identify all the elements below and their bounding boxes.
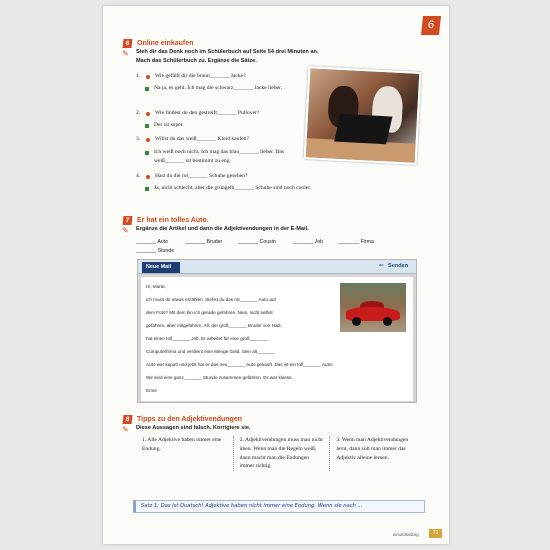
bullet-icon	[145, 87, 149, 91]
email-line: Auto war kaputt und jetzt hat er das neu_______ Auto gekauft. Das ist ein toll_______ Auto!	[146, 362, 333, 367]
send-button[interactable]: Senden	[388, 263, 409, 269]
handwritten-answer-line: Satz 1: Das ist Quatsch! Adjektive haben nicht immer eine Endung. Wenn sie nach ...	[133, 500, 425, 513]
new-mail-tab[interactable]: Neue Mail	[142, 262, 180, 273]
pencil-icon: ✎	[122, 425, 129, 434]
email-window	[137, 259, 417, 403]
send-arrow-icon: ⇐	[379, 263, 384, 269]
bullet-icon	[146, 112, 150, 116]
bullet-icon	[146, 75, 150, 79]
tips-columns	[136, 436, 426, 471]
section-8-instruction: Diese Aussagen sind falsch. Korrigiere sie.	[136, 425, 251, 431]
bullet-icon	[145, 151, 149, 155]
exercise-question: 1. Wie gefällt dir die braun_______ Jacke?	[136, 73, 246, 79]
word-bank-item: _______ Auto	[136, 239, 169, 245]
section-7-instruction: Ergänze die Artikel und dann die Adjektivendungen in der E-Mail.	[136, 226, 309, 232]
tip-statement: 1. Alle Adjektive haben immer eine Endung.	[142, 437, 222, 452]
exercise-question: 3. Willst du das weiß_______ Kleid kaufen?	[136, 136, 250, 142]
word-bank-item: _______ Bruder	[185, 239, 223, 245]
exercise-answer: Ja, nicht schlecht, aber die grüngelb_______ Schuhe sind noch cooler.	[145, 184, 414, 193]
exercise-answer: Na ja, es geht. Ich mag die schwarz_______ Jacke lieber.	[145, 84, 304, 93]
email-line: Hi, Murat,	[146, 284, 166, 289]
word-bank-item: _______ Stunde	[136, 248, 175, 254]
bullet-icon	[145, 124, 149, 128]
email-toolbar	[138, 260, 416, 274]
unit-tab: 6	[421, 16, 441, 35]
pencil-icon: ✎	[122, 49, 129, 58]
page-number: 71	[429, 529, 442, 538]
exercise-answer: Der ist super.	[145, 121, 304, 130]
section-title: Er hat ein tolles Auto.	[137, 217, 209, 224]
tip-statement: 3. Wenn man Adjektivendungen lernt, dann soll man immer das Adjektiv alleine lernen.	[329, 436, 426, 471]
exercise-question: 2. Wie findest du den gestreift_______ Pullover?	[136, 110, 260, 116]
bullet-icon	[146, 175, 150, 179]
footer-page-word: einundsiebzig	[393, 532, 419, 537]
email-line: hat einen toll_______ Job. Er arbeitet für eine groß_______	[146, 336, 268, 341]
section-title: Tipps zu den Adjektivendungen	[137, 416, 243, 423]
section-6-instruction-2: Mach das Schülerbuch zu. Ergänze die Sätze.	[136, 58, 257, 64]
section-number: 8	[123, 415, 133, 424]
bullet-icon	[145, 187, 149, 191]
word-bank-item: _______ Firma	[339, 239, 374, 245]
email-line: dem Foto? Mit dem bin ich gerade gefahren. Nein, nicht selbst	[146, 310, 273, 315]
email-line: Computerfirma und verdient eine Menge Geld. Sein alt_______	[146, 349, 275, 354]
section-title: Online einkaufen	[137, 40, 194, 47]
section-7-heading	[123, 216, 209, 225]
section-number: 7	[123, 216, 133, 225]
section-6-heading	[123, 39, 193, 48]
email-body	[141, 277, 413, 401]
photo-two-women-laptop	[304, 66, 422, 165]
exercise-answer: Ich weiß noch nicht. Ich mag das blau_______ lieber. Das weiß_______ ist bestimmt zu eng.	[145, 148, 304, 166]
word-bank-item: _______ Job	[293, 239, 324, 245]
email-line: Emre	[146, 388, 157, 393]
email-line: Wir sind eine ganz_______ Stunde zusammen gefahren. Es war klasse.	[146, 375, 293, 380]
tip-statement: 2. Adjektivendungen muss man nicht üben. Wenn man die Regeln weiß, dann macht man die Endungen immer richtig.	[233, 436, 330, 471]
word-bank	[136, 238, 426, 256]
section-6-instruction-1: Sieh dir das Denk noch im Schülerbuch auf Seite 54 drei Minuten an.	[136, 49, 319, 55]
pencil-icon: ✎	[122, 226, 129, 235]
word-bank-item: _______ Cousin	[238, 239, 276, 245]
photo-red-sports-car	[340, 283, 406, 332]
email-line: ich muss dir etwas erzählen. Siehst du das rot_______ Auto auf	[146, 297, 276, 302]
section-8-heading	[123, 415, 242, 424]
bullet-icon	[146, 138, 150, 142]
exercise-question: 4. Hast du die rot_______ Schuhe gesehen?	[136, 173, 248, 179]
email-line: gefahren, aber mitgefahren. All, der groß_______ Bruder von Haili,	[146, 323, 282, 328]
section-number: 6	[123, 39, 133, 48]
workbook-page	[103, 6, 449, 544]
